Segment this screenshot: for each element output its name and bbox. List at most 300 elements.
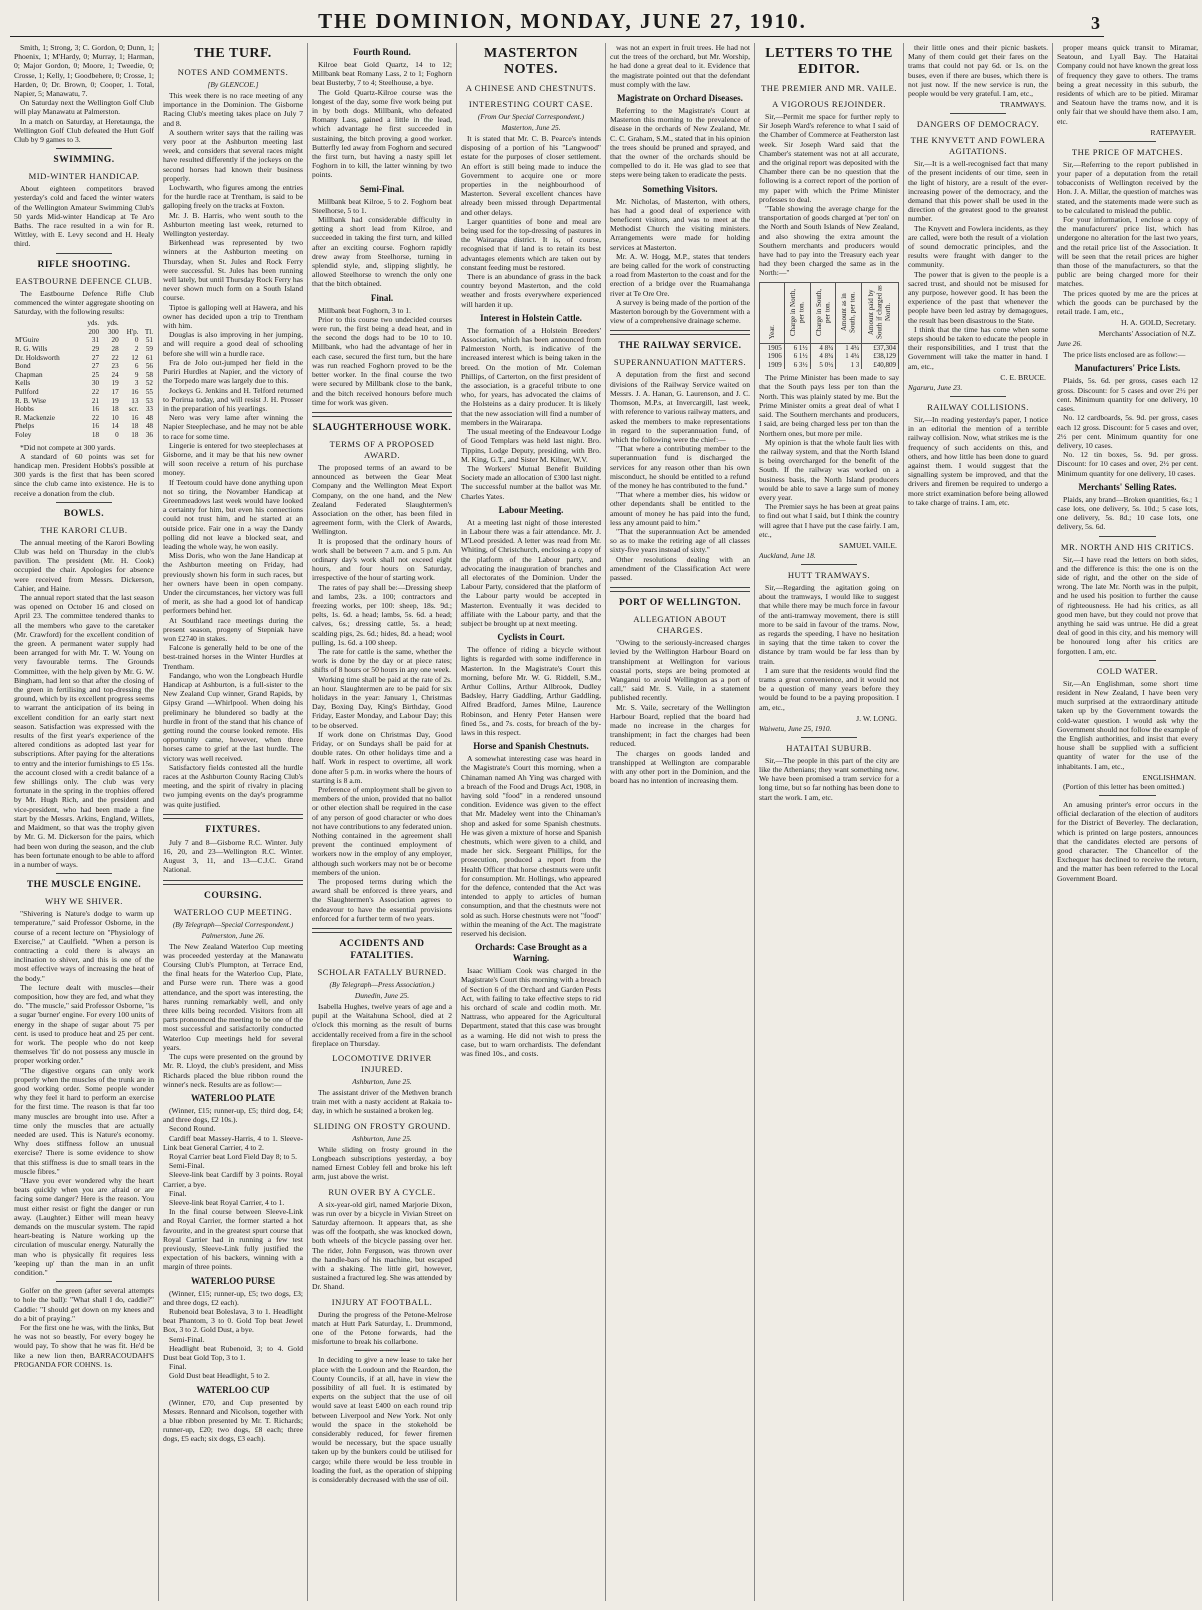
court-heading: INTERESTING COURT CASE. xyxy=(468,99,594,109)
table-cell: 16 xyxy=(131,388,139,397)
chestnuts-heading: A CHINESE AND CHESTNUTS. xyxy=(465,83,597,93)
masterton-byline: (From Our Special Correspondent.) xyxy=(477,112,585,121)
plate-result-line: In the final course between Sleeve-Link and Royal Carrier, the former started a hot favourite, and in the greatest spurt course that Royal Carrier had in running a few test previously, Sleeve-Link fully justified the expectation of his backers, winning with a margin of three points. xyxy=(163,1207,303,1272)
table-cell: R. B. Wise xyxy=(15,396,47,405)
railway-paragraph: "That where a contributing member to the superannuation fund is discharged the services for any reason other than his own misconduct, he should be entitled to a refund of the money he has contributed to the fund." xyxy=(610,444,750,490)
letter-paragraph: "Table showing the average charge for the transportation of goods charged at 'per ton' on the North and South Islands of New Zealand, and also showing the extra amount the Southern merchants and producers would have had to pay into the Treasury each year had they been charged the same as in the North:—" xyxy=(759,204,899,278)
turf-paragraph: Fandango, who won the Longbeach Hurdle Handicap at Ashburton, is a full-sister to the New Zealand Cup winner, Grand Rapids, by Gipsy Grand —Whirlpool. When doing his preliminary he blundered so badly at the hurdle in front of the stand that his chance of getting round the course looked remote. His opportunity came, however, when three horses came to grief at the last hurdle. The victory was well received. xyxy=(163,670,303,763)
divider xyxy=(56,502,112,503)
slaughter-paragraph: The proposed terms of an award to be announced as between the Gear Meat Company and the Wellington Meat Export Company, on the one hand, and the New Zealand Federated Slaughtermen's Association on the other, has been filed in agreement form, with the Clerk of Awards, Wellington. xyxy=(312,462,452,537)
letter-paragraph: The Premier says he has been at great pains to find out what I said, but I think the country will agree that I have put the case fairly. I am, etc., xyxy=(759,502,899,539)
table-cell: 59 xyxy=(145,345,153,354)
waterloo-text: The New Zealand Waterloo Cup meeting was proceeded yesterday at the Manawatu Coursing Club's Plumpton, at Terrace End, the final heats for the Waterloo Cup, Plate, and Purse were run. There was a good attendance, and the sport was interesting, the hares running remarkably well, and only three kills being recorded. Visitors from all parts pronounced the meeting to be one of the most successful and satisfactorily conducted Waterloo Cup meetings held for several years. xyxy=(163,941,303,1052)
turf-subheading: NOTES AND COMMENTS. xyxy=(177,67,289,77)
divider xyxy=(801,737,857,738)
rifle-score-row xyxy=(14,388,154,397)
water-text: Sir,—An Englishman, some short time resident in New Zealand, I have been very much surprised at the extraordinary attitude taken up by the Government towards the cold-water question. I would ask why the Government should not follow the example of the English authorities, and insist that every house shall be supplied with a sufficient quantity of water for the use of the inhabitants. I am, etc., xyxy=(1057,678,1198,771)
table-cell: 0 xyxy=(134,336,139,345)
turf-paragraph: Douglas is also improving in her jumping, and will require a good deal of schooling before she will win a hurdle race. xyxy=(163,330,303,358)
slaughter-heading: SLAUGHTERHOUSE WORK. xyxy=(312,422,452,433)
table-cell: 16 xyxy=(91,405,100,414)
cyclists-heading: Cyclists in Court. xyxy=(497,632,565,643)
table-cell: 5 0½ xyxy=(810,361,836,369)
table-cell: 0 xyxy=(115,430,119,439)
holstein-text: The formation of a Holstein Breeders' Association, which has been announced from Palmerston North, is indicative of the increased interest which is being taken in the breed. On the motion of Mr. Coleman Phillips, of Carterton, on the first president of the association, is a graceful tribute to one who, for years, has advocated the claims of the Holsteins as a dairy producer. It is likely that the new association will find a number of members in the Wairarapa. xyxy=(461,325,601,427)
turf-paragraph: Fra de Jolo out-jumped her field in the Puriri Hurdles at Napier, and the victory of the Torpedo mare was largely due to this. xyxy=(163,357,303,386)
karori-heading: THE KARORI CLUB. xyxy=(40,524,128,535)
table-cell: 1 4¾ xyxy=(836,344,862,353)
prices-heading: The price lists enclosed are as follow:— xyxy=(1063,350,1186,360)
table-cell: 25 xyxy=(91,370,100,379)
orchard-heading: Orchards: Case Brought as a Warning. xyxy=(475,942,587,964)
turf-paragraph: If Teetoum could have done anything upon not so tiring, the Novamber Handicap at Greenmeadows last week would have looked a certainty for him, but even his connections could not trust him, and he started at an outside price. Fair one in a way the Dandy polling did not leave a blocked seat, and leading the whole way, he won easily. xyxy=(163,477,303,551)
table-cell: 18 xyxy=(111,405,119,414)
purse-heading: WATERLOO PURSE xyxy=(190,1275,276,1286)
table-cell: Bond xyxy=(15,362,31,371)
fixtures-text: July 7 and 8—Gisborne R.C. Winter. July 16, 20, and 23—Wellington R.C. Winter. August 3, 11, and 13—C.J.C. Grand National. xyxy=(163,837,303,875)
table-cell: 16 xyxy=(131,413,139,422)
golf-results: Smith, 1; Strong, 3; C. Gordon, 0; Dunn, 1; Phoenix, 1; M'Hardy, 0; Murray, 1; Harman, 0; Major Gordon, 0; Moore, 1; Tweedie, 0; Crosse, 1; Kelly, 1; Goodbehere, 0; Crosse, 1; Harden, 0; Dr. Brown, 0; Cooper, 1. Total, Napier, 5; Manawatu, 7. xyxy=(14,43,154,99)
freight-header-cell xyxy=(784,282,810,343)
scholar-dateline: Dunedin, June 25. xyxy=(354,991,410,1001)
port-heading: PORT OF WELLINGTON. xyxy=(618,598,742,609)
table-cell: 4 8¾ xyxy=(810,344,836,353)
table-cell: 20 xyxy=(111,336,119,345)
table-cell: M'Guire xyxy=(15,336,40,345)
rifle-header-row xyxy=(14,328,154,337)
rifle-table-body xyxy=(14,336,154,439)
table-cell: 4 8¾ xyxy=(810,352,836,360)
north-heading: MR. NORTH AND HIS CRITICS. xyxy=(1060,541,1195,552)
letter-location: Waiwetu, June 25, 1910. xyxy=(759,723,832,733)
prices-paragraphs xyxy=(1057,376,1198,477)
fourth-round-text: The Gold Quartz-Kilroe course was the longest of the day, some five work being put in by both dogs. Millbank, who defeated Romany Lass, gained a little in the lead, which advantage he first succeeded in sustaining, the bitch proving a good worker. Butterfly led away from Foghorn and secured the first turn, but having a nasty spill let Foghorn in to kill, the latter winning by two points. xyxy=(312,87,452,180)
rifle-header-row xyxy=(14,319,154,328)
header-cell: yds. xyxy=(87,319,100,328)
price-paragraph: Plaids, 5s. 6d. per gross, cases each 12 gross. Discount: for 5 cases and over 2½ per cent. Minimum quantity for one delivery, 10 cases. xyxy=(1057,376,1198,414)
railway-paragraph: A deputation from the first and second divisions of the Railway Service waited on Messrs. J. A. Hanan, G. Laurenson, and J. C. Thomson, M.P.s, at Invercargill, last week, with reference to various railway matters, and asked the members to make representations in regard to the superannuation fund, of which the following were the chief:— xyxy=(610,370,750,444)
table-cell: Pullford xyxy=(15,388,39,397)
table-cell: 51 xyxy=(145,336,153,345)
divider xyxy=(56,253,112,254)
table-cell: scr. xyxy=(128,405,139,414)
freight-row xyxy=(760,361,899,369)
double-rule xyxy=(610,587,750,592)
coursing-heading: COURSING. xyxy=(203,890,263,901)
building-society-text: The Workers' Mutual Benefit Building Society made an allocation of £300 last night. The successful number at the ballot was Mr. Charles Yates. xyxy=(461,463,601,501)
waterloo-byline: (By Telegraph—Special Correspondent.) xyxy=(172,919,294,929)
rifle-score-row xyxy=(14,414,154,423)
semi-final-text: Millbank had considerable difficulty in getting a short lead from Kilroe, and succeeded in taking the first turn, and killed after an exciting course. Foghorn rapidly drew away from Steelhorse, turning in splendid style, and, slipping slightly, he allowed Steelhorse to wrench the only one that the bitch obtained. xyxy=(312,215,452,289)
table-cell: 23 xyxy=(111,362,119,371)
table-cell: Dr. Holdsworth xyxy=(15,353,60,362)
slaughter-paragraph: The rates of pay shall be:—Dressing sheep and lambs, 23s. a 100; contractors and freezing works, per 100: sheep, 18s. 9d.; pelts, 1s. 6d. a head; lambs, 5s. 6d. a head; calves, 6s.; dressing cattle, 5s. a head; scalding pigs, 2s. 6d.; hides, 8d. a head; wool pulling, 1s. 6d. a 100 sheep. xyxy=(312,582,452,647)
table-cell: 29 xyxy=(91,345,100,354)
football-text: During the progress of the Petone-Melrose match at Hutt Park Saturday, L. Drummond, one of the Petone forwards, had the misfortune to break his collarbone. xyxy=(312,1309,452,1347)
freight-header-row xyxy=(760,282,899,343)
midwinter-heading: MID-WINTER HANDICAP. xyxy=(28,171,140,182)
purse-result-line: Headlight beat Rubenoid, 3; to 4. Gold Dust beat Gold Top, 3 to 1. xyxy=(163,1343,303,1362)
slaughter-paragraph: It is proposed that the ordinary hours of work shall be between 7 a.m. and 5 p.m. An ordinary day's work shall not exceed eight hours, and four hours on Saturday, irrespective of the hour of starting work. xyxy=(312,536,452,583)
table-cell: 10 xyxy=(111,413,119,422)
plate-text: (Winner, £15; runner-up, £5; third dog, £4; and three dogs, £2 10s.). xyxy=(163,1105,303,1125)
orchard-continued: was not an expert in fruit trees. He had not cut the trees of the orchard, but Mr. Worship, he had done a great deal to it. Evidence that the magistrate pointed out that the defendant must comply with the law. xyxy=(610,43,750,89)
letter-signature: SAMUEL VAILE. xyxy=(839,540,897,550)
table-cell: £38,129 xyxy=(862,352,899,360)
table-cell: 24 xyxy=(111,370,119,379)
hutt-heading: HUTT TRAMWAYS. xyxy=(787,569,871,580)
freight-header-label: Amount paid by South if charged as North. xyxy=(867,284,893,339)
football-heading: INJURY AT FOOTBALL. xyxy=(331,1296,433,1307)
final-heading: Final. xyxy=(370,292,394,303)
table-cell: 6 xyxy=(134,362,139,371)
divider xyxy=(354,1350,410,1351)
table-cell: 18 xyxy=(131,422,139,431)
divider xyxy=(56,148,112,149)
slide-text: While sliding on frosty ground in the Longbeach subscriptions yesterday, a boy named Ernest Cobley fell and broke his left arm, just above the wrist. xyxy=(312,1144,452,1182)
selling-text: Plaids, any brand—Broken quantities, 6s.; 1 case lots, one delivery, 5s. 10d.; 5 case lots, one delivery, 5s. 8d.; 10 case lots, one delivery, 5s. 6d. xyxy=(1057,494,1198,532)
plate-results xyxy=(163,1124,303,1271)
turf-heading: THE TURF. xyxy=(194,46,272,61)
turf-paragraph: Lingerie is entered for two steeplechases at Gisborne, and it may be that his new owner will soon receive a return of his purchase money. xyxy=(163,440,303,478)
price-paragraph: No. 12 cardboards, 5s. 9d. per gross, cases each 12 gross. Discount: for 5 cases and over, 2½ per cent. Minimum quantity for one delivery, 10 cases. xyxy=(1057,413,1198,450)
purse-result-line: Gold Dust beat Headlight, 5 to 2. xyxy=(169,1371,270,1381)
table-cell: 21 xyxy=(91,396,100,405)
header-cell: H'p. xyxy=(126,327,139,336)
scholar-text: Isabella Hughes, twelve years of age and a pupil at the Waitahuna School, died at 2 o'clock this morning as the result of burns accidentally received from a fire in the school fireplace on Thursday. xyxy=(312,1002,452,1048)
divider xyxy=(1099,141,1155,142)
freight-table xyxy=(759,282,899,370)
turf-byline: [By GLENCOE.] xyxy=(207,80,259,89)
dangers-heading: DANGERS OF DEMOCRACY. xyxy=(916,119,1040,130)
freight-header-cell xyxy=(862,282,899,343)
muscle-heading: THE MUSCLE ENGINE. xyxy=(26,880,142,891)
freight-header-label: Charge in North, per ton. xyxy=(788,288,806,336)
slaughter-paragraphs xyxy=(312,463,452,923)
purse-result-line: Rubenoid beat Boleslava, 3 to 1. Headlight beat Phantom, 3 to 0. Gold Top beat Jewel Box, 3 to 2. Gold Dust, a bye. xyxy=(163,1306,303,1335)
matches-paragraphs xyxy=(1057,160,1198,316)
turf-paragraphs xyxy=(163,91,303,809)
table-cell: 6 1½ xyxy=(784,344,810,353)
slaughter-paragraph: The rate for cattle is the same, whether the work is done by the day or at piece rates; shifts of 8 hours or 50 hours in any one week. xyxy=(312,646,452,675)
poem-paragraph: Golfer on the green (after several attempts to hole the ball): "What shall I do, caddie?" Caddie: "I should get down on my knees and do a bit of praying." xyxy=(14,1286,154,1323)
matches-paragraph: The prices quoted by me are the prices at which the goods can be purchased by the retail trade. I am, etc., xyxy=(1057,288,1198,317)
header-cell xyxy=(120,319,140,328)
loco-text: The assistant driver of the Methven branch train met with a nasty accident at Rakaia to-day, in which he sustained a broken leg. xyxy=(312,1088,452,1116)
divider xyxy=(801,564,857,565)
double-rule xyxy=(163,880,303,885)
rifle-score-row xyxy=(14,397,154,406)
selling-heading: Merchants' Selling Rates. xyxy=(1078,481,1177,492)
collisions-heading: RAILWAY COLLISIONS. xyxy=(927,401,1029,412)
column-2 xyxy=(159,43,308,1601)
table-cell: 1906 xyxy=(760,352,785,360)
table-cell: £40,809 xyxy=(862,361,899,369)
letter-signature: H. A. GOLD, Secretary. xyxy=(1120,318,1196,328)
dangers-paragraph: I think that the time has come when some steps should be taken to educate the people in their responsibilities, and I trust that the Government will take the matter in hand. I am, etc., xyxy=(908,324,1048,371)
slaughter-paragraph: Working time shall be paid at the rate of 2s. an hour. Slaughtermen are to be paid for six holidays in the year: January 1, Christmas Day, Boxing Day, King's Birthday, Good Friday, Easter Monday, and Labour Day; this to be observed. xyxy=(312,674,452,730)
table-cell: 1 4¾ xyxy=(836,352,862,360)
turf-paragraph: A southern writer says that the railing was very poor at the Ashburton meeting last week, and considers that several races might have resulted differently if the jockeys on the second horses had known their business properly. xyxy=(163,127,303,183)
bowls-paragraph: The annual report stated that the last season was opened on October 16 and closed on April 23. The committee tendered thanks to all the members who gave to the caretaker (Mr. Crawford) for the excellent condition of the green. A permanent water supply had been arranged for with Mr. T. W. Young on very favourable terms. The Grounds Committee, with the help given by Mr. G. W. Bingham, had lent so that after the closing of the green in fertilising and top-dressing the ground, which by its excellent progress seems to warrant the anticipation of its being in excellent condition for an early start next season. Satisfaction was expressed with the results of the first year's experience of the altered conditions as adopted last year for subscriptions. After paying for the alterations to entry and the interior furnishings to £5 15s. the account closed with a credit balance of a few shillings only. The club was very fortunate in the spring in the trophies offered by Mr. Hugh Rich, and the president and vice-president, who had been made a fine start by the Messrs. Arkins, England, Willets, and Maidment, so that was the trophy given by Mr. G. M. Dickerson for the pairs, which had been won during the season, and the club has been fortunate enough to be able to afford in a number of ways. xyxy=(14,593,154,869)
magistrate-text: Referring to the Magistrate's Court at Masterton this morning to the prevalence of disease in the orchards of New Zealand, Mr. C. C. Graham, S.M., stated that in his opinion the trees should be pruned and sprayed, and that the owner of the orchards should be compelled to do it. He was glad to see that steps were being taken to eradicate the pests. xyxy=(610,106,750,180)
tailpiece-text: In deciding to give a new lease to take her place with the Loudoun and the Reardon, the County Councils, if at all, have in view the possibility of all fuel. It is estimated by experts on the subject that the use of oil would save at least £400 on each round trip between Liverpool and New York. Not only would the space in the stokehold be considerably reduced, for fewer firemen would be necessary, but the space usually taken up by the bunkers could be utilised for cargo; while there would be less trouble in loading the fuel, as the operation of shipping is considerably decreased with the use of oil. xyxy=(312,1355,452,1484)
slide-heading: SLIDING ON FROSTY GROUND. xyxy=(313,1120,451,1131)
masterton-paragraph: Larger quantities of bone and meal are being used for the top-dressing of pastures in the Wairarapa district. It is, of course, recognised that if land is to retain its best advantages elements which are taken out by constant feeding must be restored. xyxy=(461,216,601,272)
visitors-text: Mr. Nicholas, of Masterton, with others, has had a good deal of experience with beneficent visitors, and was to meet at the Methodist Church the visiting ministers. Arrangements were made for holding services at Masterton. xyxy=(610,196,750,252)
divider xyxy=(1099,536,1155,537)
column-1 xyxy=(10,43,159,1601)
divider xyxy=(950,113,1006,114)
column-4 xyxy=(457,43,606,1601)
plate-heading: WATERLOO PLATE xyxy=(191,1092,275,1103)
bowls-paragraph: The annual meeting of the Karori Bowling Club was held on Thursday in the club's pavilion. The president (Mr. H. Cook) occupied the chair. Apologies for absence were received from Messrs. Dickerson, Cahier, and Haine. xyxy=(14,537,154,593)
masterton-paragraph: There is an abundance of grass in the back country beyond Masterton, and the cold weather and frosts everywhere experienced will harden it up. xyxy=(461,272,601,309)
railway-paragraph: "That where a member dies, his widow or other dependants shall be entitled to the amount of money he has paid into the fund, less any amount paid to him." xyxy=(610,490,750,527)
plate-result-line: Second Round. xyxy=(169,1124,216,1134)
midwinter-text: About eighteen competitors braved yesterday's cold and faced the winter waters of the Wellington Amateur Swimming Club's 50 yards Mid-winter Handicap at Te Aro Baths. The race resulted in a win for R. Wittley, with E. Levy second and H. Healy third. xyxy=(14,184,154,249)
divider xyxy=(1099,795,1155,796)
railway-paragraph: "That the superannuation Act be amended so as to make the retiring age of all classes sixty-five years instead of sixty." xyxy=(610,526,750,555)
table-cell: 18 xyxy=(91,430,100,439)
cup-heading: WATERLOO CUP xyxy=(196,1384,270,1395)
plate-result-line: Cardiff beat Massey-Harris, 4 to 1. Sleeve-Link beat General Carrier, 4 to 2. xyxy=(163,1133,303,1152)
golf-next-match: On Saturday next the Wellington Golf Club will play Manawatu at Palmerston. xyxy=(14,98,154,117)
slaughter-paragraph: Preference of employment shall be given to members of the union, provided that no ballot or other election shall be required in the case of any person of good character or who does not have contributions to any federated union. Nothing contained in the agreement shall prevent the continued employment of workers now in the employ of any employer, although such workers may not be or become members of the union. xyxy=(312,785,452,877)
printer-error-text: An amusing printer's error occurs in the official declaration of the election of auditors for the District of Beverley. The declaration, which is printed on large posters, announces that the candidates elected are persons of good character. The Chancellor of the Exchequer has declined to receive the return, and the matter has been referred to the Local Government Board. xyxy=(1057,800,1198,883)
header-cell: 300 xyxy=(107,327,119,336)
table-cell: 2 xyxy=(134,345,139,354)
plate-result-line: Royal Carrier beat Lord Field Day 8; to 5. xyxy=(169,1151,298,1161)
slaughter-paragraph: If work done on Christmas Day, Good Friday, or on Sundays shall be paid for at double rates. On other holidays time and a half. Work in respect to overtime, all work done after 5 p.m. in works where the hours of starting is 8 a.m. xyxy=(312,729,452,785)
dangers-subheading: THE KNYVETT AND FOWLERA AGITATIONS. xyxy=(910,135,1046,157)
freight-row xyxy=(760,344,899,353)
letter-paragraph: The Prime Minister has been made to say that the South pays less per ton than the North. This was plainly stated by me. But the Prime Minister omits a great deal of what I said. The Southern merchants and producers, I said, are being charged less per ton than the Northern ones, but more per mile. xyxy=(759,373,899,438)
rifle-text: The Eastbourne Defence Rifle Club commenced the winter aggregate shooting on Saturday, with the following results: xyxy=(14,288,154,317)
loco-dateline: Ashburton, June 25. xyxy=(352,1077,412,1087)
loco-heading: LOCOMOTIVE DRIVER INJURED. xyxy=(332,1053,432,1075)
matches-heading: THE PRICE OF MATCHES. xyxy=(1071,146,1184,157)
cup-text: (Winner, £70, and Cup presented by Messrs. Rennard and Nicolson, together with a blue ribbon presented by Mr. T. Richards; runner-up, £20; two dogs, £8 each; three dogs, £5 each; six dogs, £3 each). xyxy=(163,1397,303,1444)
purse-result-line: Final. xyxy=(169,1362,187,1372)
rifle-score-row xyxy=(14,362,154,371)
turf-paragraph: This week there is no race meeting of any importance in the Dominion. The Gisborne Racing Club's meeting takes place on July 7 and 8. xyxy=(163,91,303,128)
double-rule xyxy=(163,814,303,819)
poem-paragraph: For the first one he was, with the links, But he was not so beastly, For every bogey he would pay, To show that he was fit. He'd be like a new lion then, BARRACOUDAH'S PROGANDA FOR COHNS. 1s. xyxy=(14,1323,154,1369)
hutt-paragraph: I am sure that the residents would find the trams a great convenience, and it would not be a question of many years before they would be found to be a paying proposition. I am, etc., xyxy=(759,665,899,712)
table-cell: Phelps xyxy=(15,422,35,431)
railway-paragraph: Other resolutions dealing with an amendment of the Classification Act were passed. xyxy=(610,554,750,582)
purse-results xyxy=(163,1307,303,1381)
waterloo-heading: WATERLOO CUP MEETING. xyxy=(173,906,293,917)
plate-result-line: Sleeve-link beat Royal Carrier, 4 to 1. xyxy=(169,1197,285,1207)
turf-paragraph: Tiptoe is galloping well at Hawera, and his owner has decided upon a trip to Trentham with him. xyxy=(163,302,303,331)
manufacturers-heading: Manufacturers' Price Lists. xyxy=(1074,363,1181,374)
divider xyxy=(56,1281,112,1282)
column-5 xyxy=(606,43,755,1601)
header-cell xyxy=(139,319,154,328)
port-paragraph: "Owing to the seriously-increased charges levied by the Wellington Harbour Board on transhipment at Wellington for various coastal ports, steps are being promoted at Wanganui to avoid Wellington as a port of call," said Mr. S. Vaile, in a statement published recently. xyxy=(610,638,750,703)
hataitai-continued: their little ones and their picnic baskets. Many of them could get their fares on the trams that could not pay 6d. or 1s. on the buses, even if there are buses, which there is not just now. If the new service is run, the people would be very grateful. I am, etc., xyxy=(908,43,1048,99)
page-number: 3 xyxy=(1090,13,1100,33)
table-cell: 1905 xyxy=(760,344,785,353)
table-cell: 19 xyxy=(111,396,119,405)
waterloo-dateline: Palmerston, June 26. xyxy=(201,930,265,940)
hutt-paragraph: Sir,—Regarding the agitation going on about the tramways, I would like to suggest that while there may be much force in favour of the anti-tramway movement, there is still more to be said in favour of the trams. Now, as regards the speeding, I have no hesitation in saying that the time taken to cover the distance by tram would be far less than by train. xyxy=(759,582,899,666)
labour-heading: Labour Meeting. xyxy=(498,504,564,515)
visitors-heading: Something Visitors. xyxy=(642,183,718,194)
scholar-byline: (By Telegraph—Press Association.) xyxy=(329,980,435,990)
matches-paragraph: Sir,—Referring to the report published in your paper of a deputation from the retail tobacconists of Wellington received by the Hon. J. A. Millar, the question of matches was stated, and the statements made were such as to be calculated to mislead the public. xyxy=(1057,159,1198,215)
freight-row xyxy=(760,352,899,360)
freight-header-cell xyxy=(810,282,836,343)
header-cell xyxy=(14,319,80,328)
turf-paragraph: Birkenhead was represented by two winners at the Ashburton meeting on Thursday, when St. Jules and Rock Ferry were successful. St. Jules has been running well lately, but until Thursday Rock Ferry has never shown much form on a South Island course. xyxy=(163,238,303,303)
letters-heading: LETTERS TO THE EDITOR. xyxy=(765,46,893,77)
table-cell: 36 xyxy=(145,430,153,439)
survey-text: A survey is being made of the portion of the Masterton borough by the Government with a view of a comprehensive drainage scheme. xyxy=(610,297,750,326)
masterton-dateline: Masterton, June 25. xyxy=(501,123,561,132)
table-cell: Chapman xyxy=(15,370,43,379)
price-paragraph: No. 12 tin boxes, 5s. 9d. per gross. Discount: for 10 cases and over, 2½ per cent. Minimum quantity for one delivery, 10 cases. xyxy=(1057,450,1198,478)
double-rule xyxy=(312,928,452,933)
fourth-round-results: Kilroe beat Gold Quartz, 14 to 12; Millbank beat Romany Lass, 2 to 1; Foghorn beat Busterby, 7 to 4; Steelhouse, a bye. xyxy=(312,60,452,88)
column-3 xyxy=(308,43,457,1601)
table-cell: 48 xyxy=(145,422,153,431)
table-cell: 33 xyxy=(145,405,153,414)
letter-signature: J. W. LONG. xyxy=(856,713,897,723)
final-text: Prior to this course two undecided courses were run, the first being a dead heat, and in the second the dogs had to be 10 to 10. Millbank, who had the advantage of her in each case, secured the first turn, but the hare was run reached Foghorn proved to be the better worker. In the final course the two were secured by Millbank close to the bank, and the bitch received honours before much time for work was given. xyxy=(312,314,452,407)
eastbourne-heading: EASTBOURNE DEFENCE CLUB. xyxy=(15,275,153,286)
turf-paragraph: Falcone is generally held to be one of the best-trained horses in the Winter Hurdles at Trentham. xyxy=(163,643,303,671)
port-paragraph: The charges on goods landed and transhipped at Wellington are comparable with any other port in the Dominion, and the board has no intention of increasing them. xyxy=(610,748,750,786)
table-cell: 27 xyxy=(91,353,100,362)
fixtures-heading: FIXTURES. xyxy=(205,824,261,835)
column-7 xyxy=(904,43,1053,1601)
divider xyxy=(56,873,112,874)
turf-paragraph: Nero was very lame after winning the Napier Steeplechase, and he may not be able to race for some time. xyxy=(163,413,303,441)
table-cell: 22 xyxy=(91,413,100,422)
waterloo-text-2: The cups were presented on the ground by Mr. R. Lloyd, the club's president, and Miss Richards placed the blue ribbon round the winner's neck. Results are as follow:— xyxy=(163,1052,303,1089)
rifle-score-row xyxy=(14,371,154,380)
rifle-after: A standard of 60 points was set for handicap men. President Hobbs's possible at 300 yards is the first that has been scored since the club came into existence. He is to receive a donation from the club. xyxy=(14,451,154,498)
hogg-text: Mr. A. W. Hogg, M.P., states that tenders are being called for the work of constructing a road from Masterton to the coast and for the erection of a bridge over the Ruamahanga river at Te Ore Ore. xyxy=(610,251,750,298)
turf-paragraph: At Southland race meetings during the present season, progeny of Stepniak have won £2740 in stakes. xyxy=(163,615,303,643)
table-cell: 53 xyxy=(145,396,153,405)
final-result: Millbank beat Foghorn, 3 to 1. xyxy=(318,305,412,315)
cycle-text: A six-year-old girl, named Marjorie Dixon, was run over by a bicycle in Vivian Street on Saturday afternoon. It appears that, as she was off the footpath, she was knocked down, both wheels of the bicycle passing over her. The rider, John Ferguson, was thrown over the handle-bars of his machine, but escaped with a shaking. The little girl, however, sustained a fractured leg. She was attended by Dr. Shand. xyxy=(312,1199,453,1292)
port-paragraphs xyxy=(610,638,750,785)
dangers-paragraph: The Knyvett and Fowlera incidents, as they are called, were both the result of a violation of sound democratic principles, and the results were fraught with danger to the community. xyxy=(908,223,1048,270)
rifle-score-row xyxy=(14,422,154,431)
columns xyxy=(10,43,1198,1601)
plate-result-line: Sleeve-link beat Cardiff by 3 points. Royal Carrier, a bye. xyxy=(163,1170,303,1189)
dangers-paragraph: Sir,—It is a well-recognised fact that many of the present incidents of our time, seen in the light of history, are a result of the ever-increasing power of the democracy, and the demand that this power shall be used in the direction of the greatest good to the greatest number. xyxy=(908,159,1048,224)
swimming-heading: SWIMMING. xyxy=(53,155,115,166)
port-paragraph: Mr. S. Vaile, secretary of the Wellington Harbour Board, replied that the board had made no increase in the charges for transhipment; in fact the charges had been reduced. xyxy=(610,702,750,749)
table-cell: 12 xyxy=(131,353,139,362)
dangers-paragraph: The power that is given to the people is a sacred trust, and should not be misused for any purpose, however good. It has been the experience of the past that whenever the people have been led astray by demagogues, the result has been disastrous to the State. xyxy=(908,269,1048,325)
premier-heading: THE PREMIER AND MR. VAILE. xyxy=(761,83,897,93)
divider xyxy=(950,396,1006,397)
freight-header-cell xyxy=(760,282,785,343)
turf-paragraph: Jockeys G. Jenkins and H. Telford returned to Porirua today, and will resist J. H. Prosser in the preparation of his yearlings. xyxy=(163,385,303,413)
table-cell: 1909 xyxy=(760,361,785,369)
muscle-paragraph: "The digestive organs can only work properly when the muscles of the trunk are in good working order. Some people wonder why they feel it hard to perform an exercise for the first time. The reason is that far too many muscles are brought into use. After a time only the muscles that are actually needed are used. This is Nature's economy. Why does stiffness follow an unusual exercise? There is some evidence to show that this stiffness is due to small tears in the muscle fibres." xyxy=(14,1065,154,1176)
table-cell: 22 xyxy=(91,388,100,397)
double-rule xyxy=(610,330,750,335)
table-cell: R. G. Wills xyxy=(15,345,48,354)
column-8 xyxy=(1053,43,1202,1601)
table-cell: Kells xyxy=(15,379,31,388)
plate-result-line: Semi-Final. xyxy=(169,1161,205,1171)
letter-signature: ENGLISHMAN. xyxy=(1142,772,1196,782)
freight-header-label: Year. xyxy=(767,325,776,340)
slaughter-paragraph: The proposed terms during which the award shall be enforced is three years, and the Slaughtermen's Association agrees to endeavour to have the essential provisions enforced for a further term of two years. xyxy=(312,877,452,923)
header-cell: yds. xyxy=(106,319,119,328)
rifle-score-table xyxy=(14,319,154,439)
dangers-paragraphs xyxy=(908,159,1048,371)
letter-location: Ngaruru, June 23. xyxy=(908,382,963,392)
letter-date: June 26. xyxy=(1057,339,1083,349)
superannuation-heading: SUPERANNUATION MATTERS. xyxy=(613,357,747,368)
table-cell: R. Mackenzie xyxy=(15,413,55,422)
table-cell: 17 xyxy=(111,388,119,397)
purse-text: (Winner, £15; runner-up, £5; two dogs, £3; and three dogs, £2 each). xyxy=(163,1288,303,1307)
letter-signature: C. E. BRUCE. xyxy=(1000,372,1046,382)
table-cell: 31 xyxy=(91,336,100,345)
cycle-heading: RUN OVER BY A CYCLE. xyxy=(328,1186,436,1197)
table-cell: 6 1½ xyxy=(784,352,810,360)
cyclists-text: The offence of riding a bicycle without lights is regarded with some indifference in Masterton. In the Magistrate's Court this morning, before Mr. W. G. Riddell, S.M., Arthur Collins, Arthur Allbrook, Dudley Badsley, Harry Gaddling, Arthur Gaddling, Alfred Bradford, James Milne, Laurence Robinson, and Henry Peter Hansen were fined 5s., and 7s. costs, for breach of the by-laws in this respect. xyxy=(461,645,601,737)
divider xyxy=(1099,660,1155,661)
north-text: Sir,—I have read the letters on both sides, and the difference is this: the one is on the side of right, and the other on the side of wrong. The late Mr. North was in the pulpit, and he used his position to further the cause of righteousness. He had his critics, as all good men have, but they could not prove that anything he said was untrue. He did a great deal of good in this city, and his memory will be honoured long after his critics are forgotten. I am, etc. xyxy=(1057,554,1198,656)
railway-service-heading: THE RAILWAY SERVICE. xyxy=(618,341,742,352)
letter-location: Auckland, June 18. xyxy=(759,550,816,560)
railway-paragraphs xyxy=(610,370,750,582)
table-cell: 13 xyxy=(131,396,139,405)
freight-header-cell xyxy=(836,282,862,343)
letter-paragraph: Sir,—Permit me space for further reply to Sir Joseph Ward's reference to what I said of the Chamber of Commerce at Featherston last week. Sir Joseph Ward said that the Chamber's statement was not at all accurate, and the original report was deposited with the Chamber there can be no question that the following is a correct report of the portion of my paper with which the Prime Minister professes to deal. xyxy=(759,112,899,204)
hataitai-heading: HATAITAI SUBURB. xyxy=(786,742,872,753)
masterton-paragraph: It is stated that Mr. C. B. Pearce's intends disposing of a portion of his "Langwood" estate for the purposes of closer settlement. An effort is still being made to induce the Government to acquire one or more properties in the neighbourhood of Masterton. Several excellent chances have already been missed through Departmental and other delays. xyxy=(461,134,601,217)
table-cell: 55 xyxy=(145,388,153,397)
table-cell: 6 3½ xyxy=(784,361,810,369)
header-cell: Tl. xyxy=(144,327,153,336)
table-cell: 9 xyxy=(134,370,139,379)
rejoinder-heading: A VIGOROUS REJOINDER. xyxy=(772,99,886,109)
collisions-text: Sir,—In reading yesterday's paper, I notice in an editorial the mention of a terrible railway collision. Now, what strikes me is the frequency of such accidents on this, and others, and how little has been done to guard against them. I would suggest that the signalling system be improved, and that the drivers and firemen be required to undergo a more strict examination before being allowed to take charge of trains. I am, etc. xyxy=(908,414,1048,507)
port-subheading: ALLEGATION ABOUT CHARGES. xyxy=(633,614,727,636)
labour-text: At a meeting last night of those interested in Labour there was a fair attendance. Mr. J. M'Leod presided. A letter was read from Mr. Whiting, of Christchurch, enclosing a copy of the platform of the Labour party, and advocating the inauguration of branches and all electorates of the Dominion. Under the Labour Party, considered that the platform of the Labour party would be accepted in Masterton. Eventually it was decided to affiliate with the Labour party, and that the subject be brought up at next meeting. xyxy=(461,517,601,628)
hataitai-text: Sir,—The people in this part of the city are like the Athenians; they want something new. We have been promised a tram service for a long time, but so far nothing has been done to start the work. I am, etc. xyxy=(759,755,899,802)
bowls-heading: BOWLS. xyxy=(63,508,105,519)
letter-signature: RATEPAYER. xyxy=(1150,127,1196,137)
fourth-round-heading: Fourth Round. xyxy=(353,47,411,57)
turf-paragraph: Lochwarth, who figures among the entries for the hurdle race at Trentham, is said to be galloping freely on the tracks at Foxton. xyxy=(163,183,303,211)
muscle-paragraph: "Shivering is Nature's dodge to warm up temperature," said Professor Osborne, in the course of a recent lecture on "Physiology of Exercise," at Caulfield. "When a person is contracting a cold there is always an inclination to shiver, and this is one of the most effective ways of increasing the heat of the body." xyxy=(14,909,154,983)
table-cell: 3 xyxy=(134,379,139,388)
table-cell: 30 xyxy=(91,379,100,388)
accidents-heading: ACCIDENTS AND FATALITIES. xyxy=(339,939,425,962)
slaughter-subheading: TERMS OF A PROPOSED AWARD. xyxy=(329,438,435,460)
tramways-signature: TRAMWAYS. xyxy=(1000,100,1046,110)
water-heading: COLD WATER. xyxy=(1096,665,1159,676)
golf-note: In a match on Saturday, at Heretaunga, the Wellington Golf Club defeated the Hutt Golf Club by 9 games to 3. xyxy=(14,116,154,145)
table-cell: 14 xyxy=(111,422,119,431)
rifle-score-row xyxy=(14,354,154,363)
rifle-score-row xyxy=(14,379,154,388)
